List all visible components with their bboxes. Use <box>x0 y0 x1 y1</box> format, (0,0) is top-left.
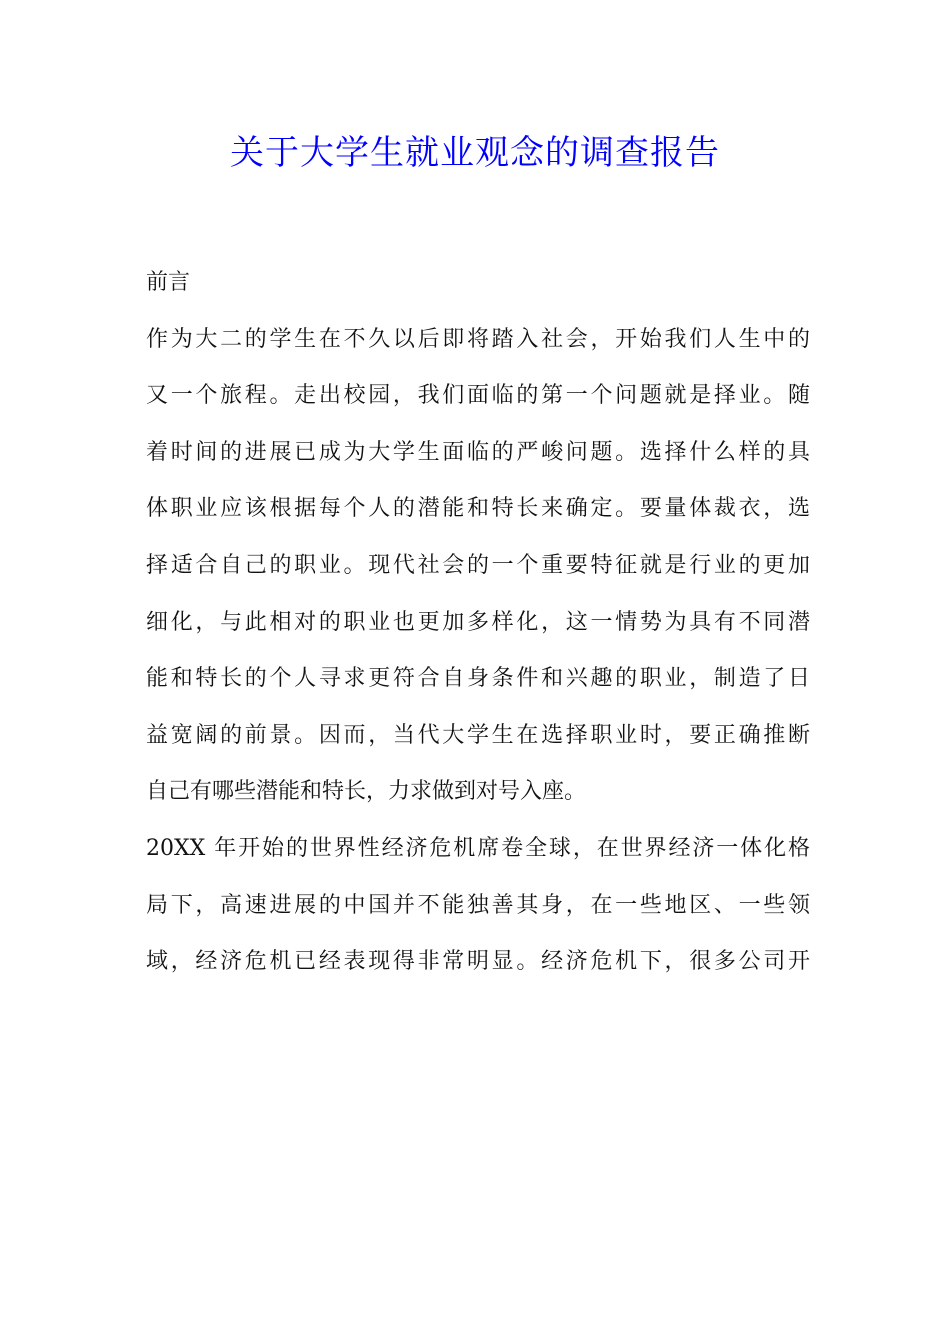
text-line: 局下，高速进展的中国并不能独善其身，在一些地区、一些领 <box>146 892 810 918</box>
text-line: 细化，与此相对的职业也更加多样化，这一情势为具有不同潜 <box>146 609 810 635</box>
text-line: 自己有哪些潜能和特长，力求做到对号入座。 <box>146 779 587 805</box>
text-line: 20XX 年开始的世界性经济危机席卷全球，在世界经济一体化格 <box>146 835 810 861</box>
paragraph-1 <box>146 312 810 821</box>
section-heading: 前言 <box>146 270 191 295</box>
text-line: 着时间的进展已成为大学生面临的严峻问题。选择什么样的具 <box>146 439 810 465</box>
text-line: 能和特长的个人寻求更符合自身条件和兴趣的职业，制造了日 <box>146 666 810 692</box>
text-line: 择适合自己的职业。现代社会的一个重要特征就是行业的更加 <box>146 552 810 578</box>
text-line: 益宽阔的前景。因而，当代大学生在选择职业时，要正确推断 <box>146 722 810 748</box>
text-line: 体职业应该根据每个人的潜能和特长来确定。要量体裁衣，选 <box>146 496 810 522</box>
document-title: 关于大学生就业观念的调查报告 <box>230 133 720 173</box>
document-body <box>146 255 810 991</box>
text-line: 域，经济危机已经表现得非常明显。经济危机下，很多公司开 <box>146 949 810 975</box>
text-line: 又一个旅程。走出校园，我们面临的第一个问题就是择业。随 <box>146 383 810 409</box>
paragraph-2 <box>146 821 810 991</box>
text-line: 作为大二的学生在不久以后即将踏入社会，开始我们人生中的 <box>146 326 810 352</box>
